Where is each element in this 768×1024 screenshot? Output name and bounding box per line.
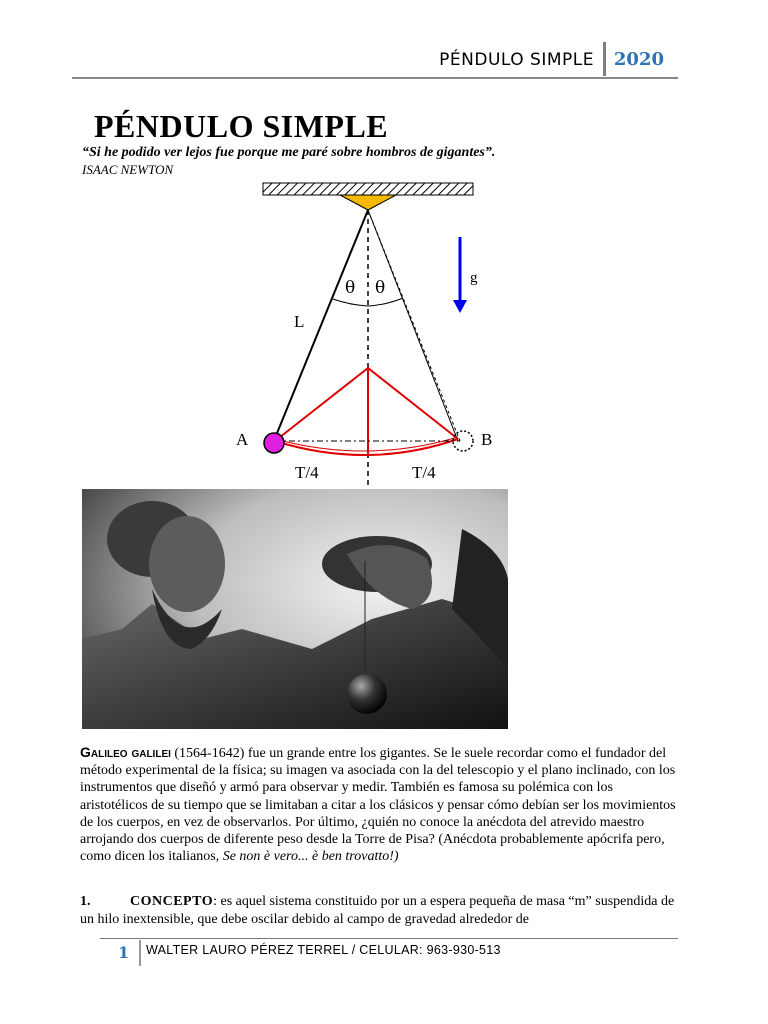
- footer-author: WALTER LAURO PÉREZ TERREL / CELULAR: 963-930-513: [146, 943, 501, 957]
- theta-label-left: θ: [345, 278, 356, 298]
- label-b: B: [481, 430, 493, 449]
- section-number: 1.: [80, 894, 91, 909]
- string-right-inner: [368, 210, 458, 441]
- header-year: 2020: [613, 49, 664, 70]
- galileo-paragraph: [80, 744, 678, 865]
- bob-b-icon: [453, 431, 473, 451]
- theta-label-right: θ: [375, 278, 386, 298]
- page-number: 1: [118, 943, 130, 962]
- pendulum-diagram: [220, 175, 520, 495]
- label-a: A: [236, 430, 249, 449]
- pivot-icon: [340, 195, 396, 210]
- newton-quote: “Si he podido ver lejos fue porque me paré sobre hombros de gigantes”.: [82, 145, 496, 160]
- section-text: : es aquel sistema constituido por un a espera pequeña de masa “m” suspendida de un hilo inextensible, que debe oscilar debido al campo de gravedad alrededor de: [80, 894, 675, 927]
- label-t4-right: T/4: [412, 463, 436, 482]
- header-rule: [72, 77, 678, 79]
- galileo-italic: Se non è vero... è ben trovatto!): [222, 849, 399, 865]
- galileo-text: (1564-1642) fue un grande entre los gigantes. Se le suele recordar como el fundador del método experimental de la física; su imagen va asociada con la del telescopio y el plano inclinado, con los instrumentos que diseñó y armó para observar y medir. También es famosa su polémica con los aristotélicos de su tiempo que se limitaban a citar a los clásicos y pensar cómo debían ser los movimientos de los cuerpos, en vez de observarlos. Por último, ¿quién no conoce la anécdota del atrevido maestro arrojando dos cuerpos de diferente peso desde la Torre de Pisa? (Anécdota probablemente apócrifa pero, como dicen los italianos,: [80, 746, 676, 865]
- galileo-statue-photo: [82, 489, 508, 729]
- label-t4-left: T/4: [295, 463, 319, 482]
- quote-author: ISAAC NEWTON: [82, 162, 174, 177]
- galileo-name: Galileo galilei: [80, 744, 171, 760]
- footer-rule: [100, 938, 678, 939]
- string-left: [273, 210, 368, 443]
- header-separator: [603, 42, 606, 76]
- length-label: L: [294, 312, 305, 331]
- gravity-arrow-head-icon: [453, 300, 467, 313]
- page-header: [72, 40, 678, 80]
- footer-separator: [139, 940, 141, 966]
- header-title: PÉNDULO SIMPLE: [439, 50, 594, 70]
- bob-a-icon: [264, 433, 284, 453]
- concept-section: [80, 893, 678, 928]
- theta-arc-left: [333, 299, 368, 306]
- red-path-right: [368, 368, 458, 439]
- gravity-label: g: [470, 270, 478, 286]
- theta-arc-right: [368, 298, 403, 306]
- ceiling-support: [263, 183, 473, 195]
- document-title: PÉNDULO SIMPLE: [94, 108, 389, 144]
- section-heading: CONCEPTO: [130, 894, 214, 909]
